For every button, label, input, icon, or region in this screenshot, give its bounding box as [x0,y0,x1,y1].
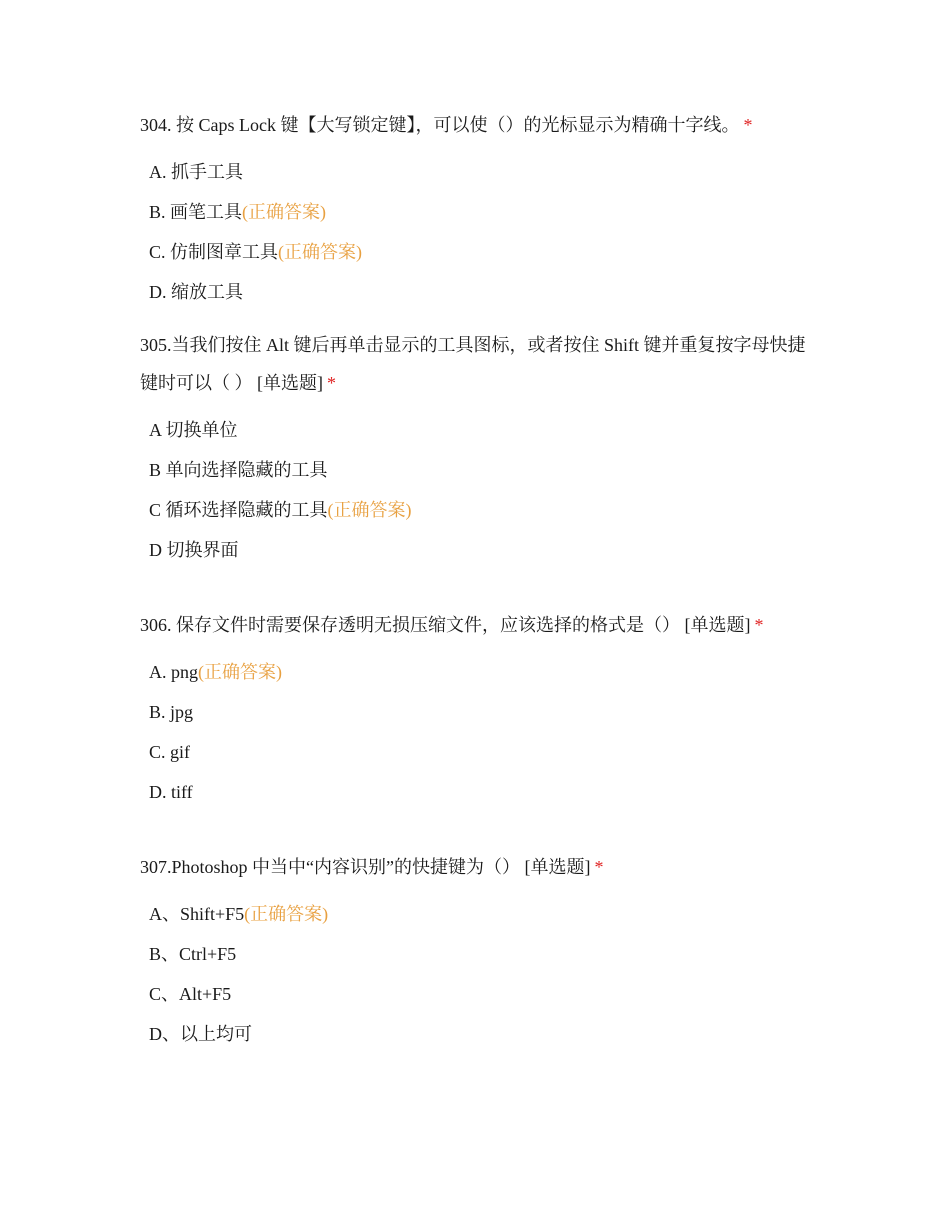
correct-answer-label: (正确答案) [278,242,363,262]
option-a[interactable]: A、Shift+F5(正确答案) [149,904,329,924]
option-b[interactable]: B. 画笔工具(正确答案) [149,202,327,222]
question-title: 306. 保存文件时需要保存透明无损压缩文件，应该选择的格式是（） [单选题] * [140,615,764,635]
option-b[interactable]: B、Ctrl+F5 [149,944,237,964]
question-title: 304. 按 Caps Lock 键【大写锁定键】，可以使（）的光标显示为精确十字线。 * [140,115,753,135]
option-d[interactable]: D. tiff [149,782,193,802]
question-306 [140,606,820,812]
required-marker: * [743,115,753,135]
required-marker: * [754,615,764,635]
correct-answer-label: (正确答案) [244,904,329,924]
option-c[interactable]: C. 仿制图章工具(正确答案) [149,242,363,262]
question-307 [140,848,820,1054]
option-a[interactable]: A. png(正确答案) [149,662,282,682]
question-305 [140,326,820,570]
option-b[interactable]: B 单向选择隐藏的工具 [149,460,328,480]
correct-answer-label: (正确答案) [198,662,282,682]
required-marker: * [594,857,604,877]
question-304 [140,106,820,312]
option-d[interactable]: D. 缩放工具 [149,282,243,302]
option-list [140,894,820,1054]
option-d[interactable]: D、以上均可 [149,1024,252,1044]
option-a[interactable]: A 切换单位 [149,420,238,440]
question-title: 305.当我们按住 Alt 键后再单击显示的工具图标，或者按住 Shift 键并重复按字母快捷键时可以（ ） [单选题] * [140,335,806,393]
question-title: 307.Photoshop 中当中“内容识别”的快捷键为（） [单选题] * [140,857,604,877]
option-c[interactable]: C、Alt+F5 [149,984,232,1004]
option-list [140,652,820,812]
option-list [140,152,820,312]
option-b[interactable]: B. jpg [149,702,194,722]
option-d[interactable]: D 切换界面 [149,540,239,560]
option-list [140,410,820,570]
option-c[interactable]: C. gif [149,742,191,762]
correct-answer-label: (正确答案) [242,202,327,222]
required-marker: * [327,373,336,393]
option-c[interactable]: C 循环选择隐藏的工具(正确答案) [149,500,412,520]
correct-answer-label: (正确答案) [327,500,412,520]
option-a[interactable]: A. 抓手工具 [149,162,243,182]
